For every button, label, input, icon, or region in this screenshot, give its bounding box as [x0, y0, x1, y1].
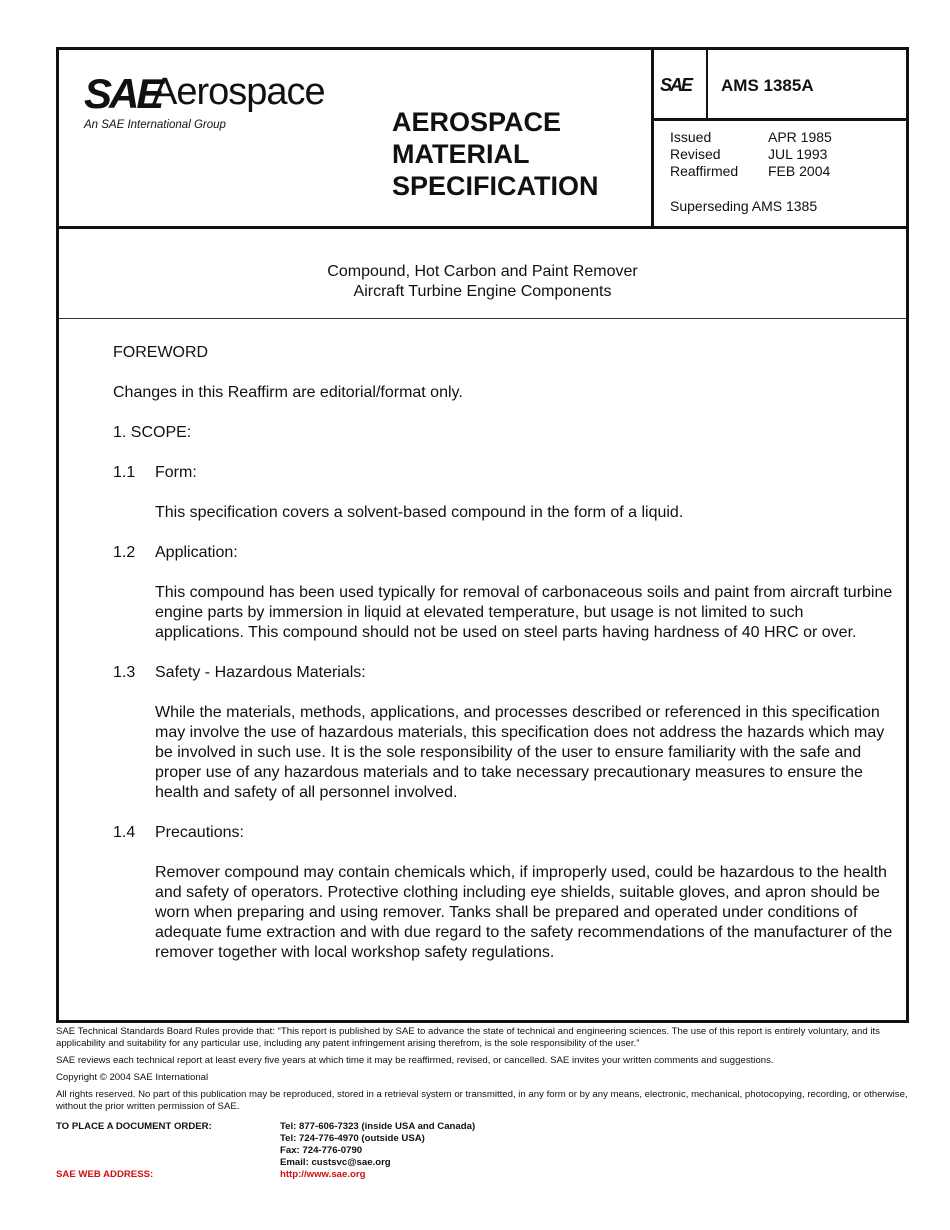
date-label: Reaffirmed: [670, 163, 739, 179]
section-text: While the materials, methods, applications, and processes described or referenced in this specification may involve the use of hazardous materials, this specification does not address the hazards which may be involved in such use. It is the sole responsibility of the user to ensure familiarity with the safe and proper use of any hazardous materials and to take necessary precautionary measures to ensure the health and safety of all personnel involved.: [155, 704, 885, 801]
date-value: JUL 1993: [768, 146, 828, 162]
date-row-reaffirmed: [670, 163, 832, 180]
order-label: TO PLACE A DOCUMENT ORDER:: [56, 1121, 212, 1132]
tel-inside-usa: Tel: 877-606-7323 (inside USA and Canada): [280, 1121, 476, 1132]
logo-tagline: An SAE International Group: [84, 119, 226, 131]
section-title: Precautions:: [155, 824, 244, 841]
section-text: This compound has been used typically for removal of carbonaceous soils and paint from aircraft turbine engine parts by immersion in liquid at elevated temperature, but usage is not limited to such applications. This compound should not be used on steel parts having hardness of 40 HRC or over.: [155, 584, 893, 641]
document-frame: [56, 47, 909, 1023]
date-row-issued: [670, 129, 832, 146]
document-subject: [59, 262, 906, 302]
date-row-revised: [670, 146, 832, 163]
logo-name: Aerospace: [152, 71, 325, 113]
footer-rights: All rights reserved. No part of this publication may be reproduced, stored in a retrieval system or transmitted, in any form or by any means, electronic, mechanical, photocopying, recording, or otherwise, without the prior written permission of SAE.: [56, 1089, 908, 1112]
scope-heading: 1. SCOPE:: [113, 424, 192, 441]
document-id-box: [651, 47, 909, 226]
footer-copyright: Copyright © 2004 SAE International: [56, 1072, 209, 1083]
footer-rules: SAE Technical Standards Board Rules provide that: “This report is published by SAE to advance the state of technical and engineering sciences. The use of this report is entirely voluntary, and its applicability and suitability for any particular use, including any patent infringement arising therefrom, is the sole responsibility of the user.”: [56, 1026, 880, 1049]
order-contacts: [280, 1121, 680, 1181]
date-label: Issued: [670, 129, 712, 145]
legal-footer: [56, 1026, 914, 1118]
sae-aerospace-logo: [84, 70, 344, 150]
title-line: AEROSPACE: [392, 107, 562, 137]
date-value: APR 1985: [768, 129, 832, 145]
section-title: Application:: [155, 544, 238, 561]
section-text: This specification covers a solvent-based compound in the form of a liquid.: [155, 504, 684, 521]
cell-divider: [706, 47, 708, 118]
section-number: 1.4: [113, 824, 136, 841]
subject-line-1: Compound, Hot Carbon and Paint Remover: [327, 263, 638, 280]
web-address-label: SAE WEB ADDRESS:: [56, 1169, 154, 1180]
email-address[interactable]: Email: custsvc@sae.org: [280, 1157, 391, 1168]
superseding-note: Superseding AMS 1385: [670, 198, 818, 214]
section-title: Safety - Hazardous Materials:: [155, 664, 366, 681]
section-number: 1.1: [113, 464, 136, 481]
foreword-heading: FOREWORD: [113, 344, 209, 361]
section-heading: [113, 823, 893, 843]
section-number: 1.2: [113, 544, 136, 561]
section-text: Remover compound may contain chemicals which, if improperly used, could be hazardous to the health and safety of operators. Protective clothing including eye shields, suitable gloves, and apron should be worn when preparing and using remover. Tanks shall be prepared and operated under conditions of adequate fume extraction and with due regard to the safety recommendations of the manufacturer of the remover together with local workshop safety regulations.: [155, 864, 893, 961]
tel-outside-usa: Tel: 724-776-4970 (outside USA): [280, 1133, 425, 1144]
section-heading: [113, 663, 893, 683]
subject-line-2: Aircraft Turbine Engine Components: [353, 283, 612, 300]
section-heading: [113, 463, 893, 483]
fax-number: Fax: 724-776-0790: [280, 1145, 363, 1156]
date-label: Revised: [670, 146, 721, 162]
subject-divider: [59, 318, 906, 319]
order-labels: [56, 1121, 276, 1181]
document-body: [113, 343, 893, 983]
section-number: 1.3: [113, 664, 136, 681]
foreword-text: Changes in this Reaffirm are editorial/format only.: [113, 384, 463, 401]
issue-dates: [670, 129, 832, 180]
logo-brand: SAE: [84, 70, 162, 117]
title-line: MATERIAL: [392, 139, 530, 169]
document-header: [59, 50, 906, 229]
footer-review: SAE reviews each technical report at least every five years at which time it may be reaffirmed, revised, or cancelled. SAE invites your written comments and suggestions.: [56, 1055, 774, 1066]
title-line: SPECIFICATION: [392, 171, 599, 201]
document-type-title: [392, 106, 632, 202]
web-url-link[interactable]: http://www.sae.org: [280, 1169, 366, 1180]
section-heading: [113, 543, 893, 563]
section-title: Form:: [155, 464, 197, 481]
doc-number-cell: [654, 47, 909, 121]
date-value: FEB 2004: [768, 163, 831, 179]
sae-mini-logo: SAE: [660, 75, 692, 95]
document-number: AMS 1385A: [721, 76, 814, 95]
